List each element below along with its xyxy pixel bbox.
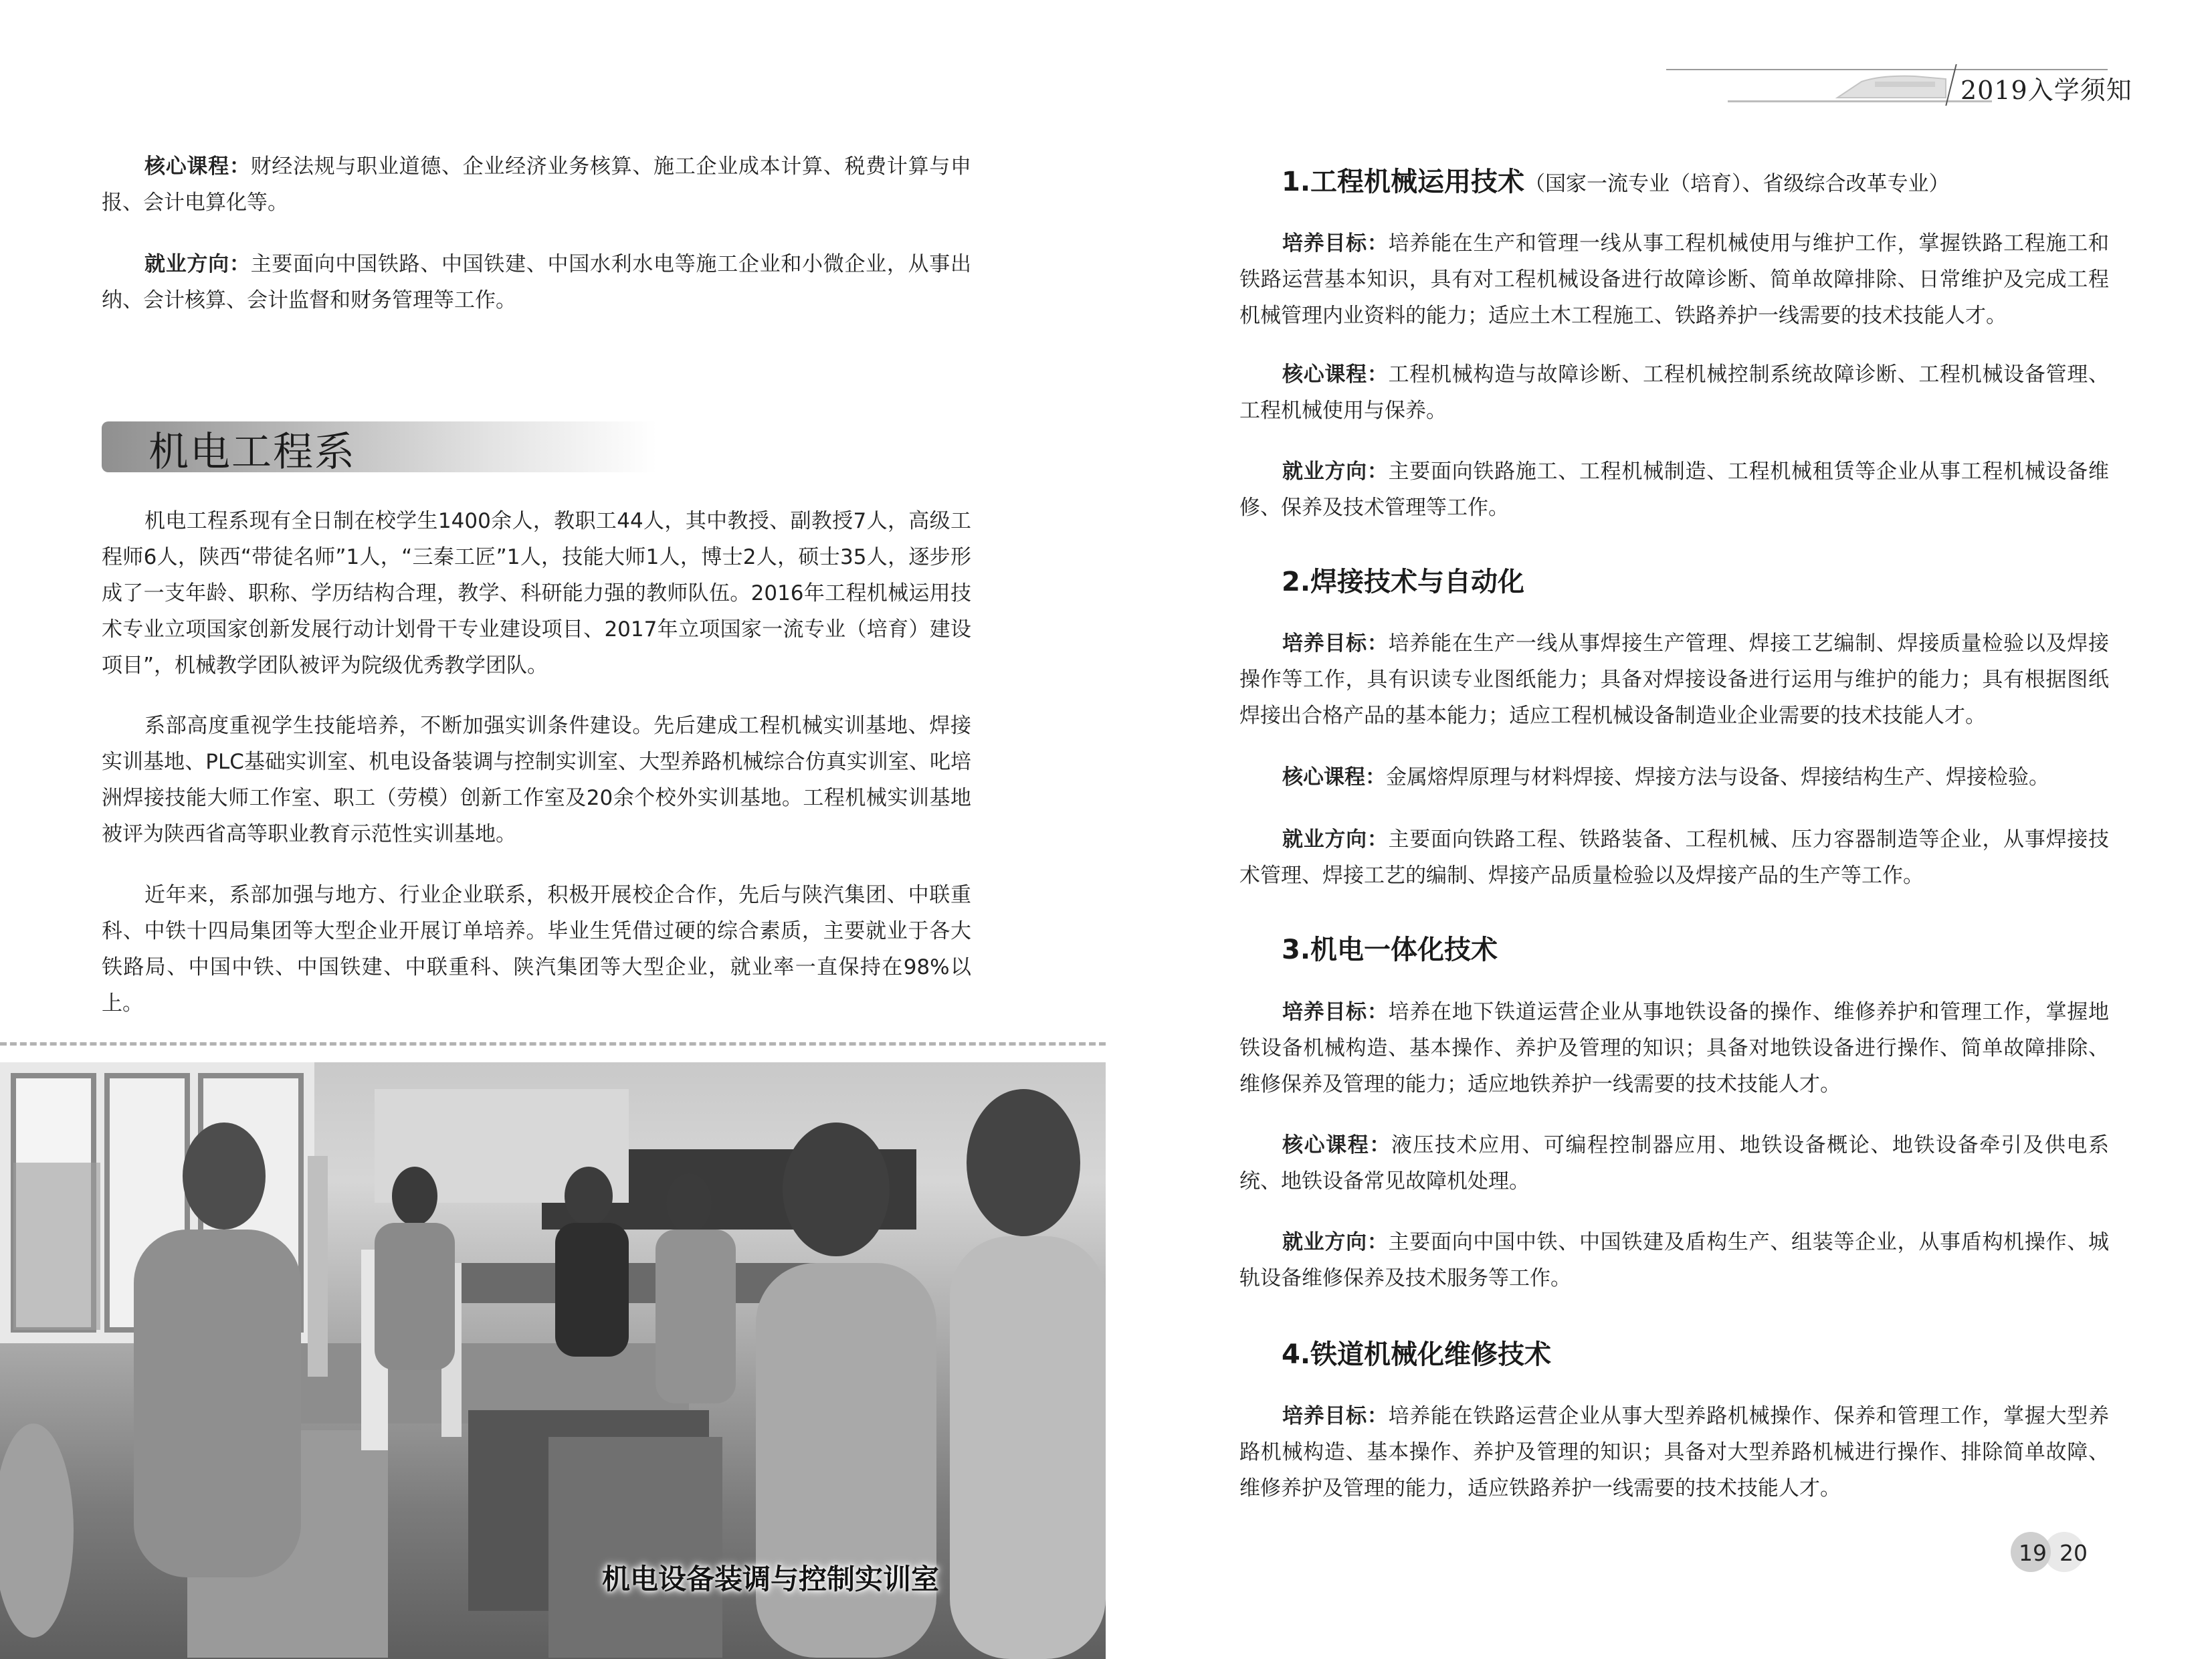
major-2-course-text: 金属熔焊原理与材料焊接、焊接方法与设备、焊接结构生产、焊接检验。 — [1386, 765, 2049, 789]
major-1-courses — [1239, 357, 2109, 429]
major-3-job-text: 主要面向中国中铁、中国铁建及盾构生产、组装等企业，从事盾构机操作、城轨设备维修保养及技术服务等工作。 — [1239, 1230, 2110, 1290]
accounting-employment — [102, 246, 971, 318]
intro-paragraph-3: 近年来，系部加强与地方、行业企业联系，积极开展校企合作，先后与陕汽集团、中联重科、中铁十四局集团等大型企业开展订单培养。毕业生凭借过硬的综合素质，主要就业于各大铁路局、中国中铁、中国铁建、中联重科、陕汽集团等大型企业，就业率一直保持在98%以上。 — [102, 883, 971, 1015]
header-title: 2019入学须知 — [1960, 76, 2132, 105]
text-employment: 主要面向中国铁路、中国铁建、中国水利水电等施工企业和小微企业，从事出纳、会计核算、会计监督和财务管理等工作。 — [102, 252, 972, 312]
major-2-goal — [1239, 625, 2109, 734]
train-icon — [1835, 72, 1948, 102]
major-1-name: 1.工程机械运用技术 — [1282, 167, 1525, 197]
label-employment: 就业方向： — [144, 252, 251, 276]
major-3-course-text: 液压技术应用、可编程控制器应用、地铁设备概论、地铁设备牵引及供电系统、地铁设备常见故障机处理。 — [1239, 1133, 2110, 1193]
major-1-goal-label: 培养目标： — [1282, 231, 1389, 256]
major-1-course-label: 核心课程： — [1282, 363, 1389, 387]
major-2-job-label: 就业方向： — [1282, 827, 1389, 852]
photo-caption: 机电设备装调与控制实训室 — [602, 1563, 940, 1595]
major-3-employment — [1239, 1224, 2109, 1296]
major-3-title: 3.机电一体化技术 — [1282, 935, 1498, 965]
major-2-course-label: 核心课程： — [1282, 765, 1386, 789]
training-room-photo — [0, 1062, 1106, 1659]
major-4-title: 4.铁道机械化维修技术 — [1282, 1339, 1552, 1370]
dashed-divider — [0, 1042, 1106, 1046]
major-1-employment — [1239, 454, 2109, 526]
major-1-course-text: 工程机械构造与故障诊断、工程机械控制系统故障诊断、工程机械设备管理、工程机械使用与保养。 — [1239, 363, 2110, 423]
label-core-courses: 核心课程： — [144, 155, 251, 179]
major-1-goal-text: 培养能在生产和管理一线从事工程机械使用与维护工作，掌握铁路工程施工和铁路运营基本知识，具有对工程机械设备进行故障诊断、简单故障排除、日常维护及完成工程机械管理内业资料的能力；适应土木工程施工、铁路养护一线需要的技术技能人才。 — [1239, 231, 2110, 328]
major-2-courses — [1239, 759, 2109, 795]
major-3-courses — [1239, 1127, 2109, 1199]
page-number-left: 19 — [2019, 1540, 2047, 1566]
major-2-employment — [1239, 821, 2109, 894]
major-3-job-label: 就业方向： — [1282, 1230, 1389, 1254]
major-4-goal-label: 培养目标： — [1282, 1404, 1389, 1428]
major-4-goal-text: 培养能在铁路运营企业从事大型养路机械操作、保养和管理工作，掌握大型养路机械构造、基本操作、养护及管理的知识；具备对大型养路机械进行操作、排除简单故障、维修养护及管理的能力，适应铁路养护一线需要的技术技能人才。 — [1239, 1404, 2110, 1500]
major-3-goal-label: 培养目标： — [1282, 1000, 1389, 1024]
major-2-goal-text: 培养能在生产一线从事焊接生产管理、焊接工艺编制、焊接质量检验以及焊接操作等工作，具有识读专业图纸能力；具备对焊接设备进行运用与维护的能力；具有根据图纸焊接出合格产品的基本能力；适应工程机械设备制造业企业需要的技术技能人才。 — [1239, 631, 2110, 728]
text-core-courses: 财经法规与职业道德、企业经济业务核算、施工企业成本计算、税费计算与申报、会计电算化等。 — [102, 155, 972, 215]
major-1-job-label: 就业方向： — [1282, 460, 1389, 484]
page-number-right: 20 — [2059, 1540, 2088, 1566]
major-1-title — [1282, 161, 1950, 199]
major-1-subtitle: （国家一流专业（培育）、省级综合改革专业） — [1524, 172, 1950, 196]
major-1-job-text: 主要面向铁路施工、工程机械制造、工程机械租赁等企业从事工程机械设备维修、保养及技术管理等工作。 — [1239, 460, 2110, 520]
major-2-title: 2.焊接技术与自动化 — [1282, 567, 1525, 597]
section-title: 机电工程系 — [148, 429, 356, 476]
page-numbers — [2011, 1532, 2111, 1572]
major-1-goal — [1239, 225, 2109, 334]
right-page — [1106, 0, 2212, 1659]
intro-paragraph-1: 机电工程系现有全日制在校学生1400余人，教职工44人，其中教授、副教授7人，高级工程师6人，陕西“带徒名师”1人，“三秦工匠”1人，技能大师1人，博士2人，硕士35人，逐步形成了一支年龄、职称、学历结构合理，教学、科研能力强的教师队伍。2016年工程机械运用技术专业立项国家创新发展行动计划骨干专业建设项目、2017年立项国家一流专业（培育）建设项目”，机械教学团队被评为院级优秀教学团队。 — [102, 509, 971, 678]
major-2-job-text: 主要面向铁路工程、铁路装备、工程机械、压力容器制造等企业，从事焊接技术管理、焊接工艺的编制、焊接产品质量检验以及焊接产品的生产等工作。 — [1239, 827, 2110, 888]
major-3-course-label: 核心课程： — [1282, 1133, 1391, 1157]
major-2-goal-label: 培养目标： — [1282, 631, 1389, 656]
photo-illustration — [0, 1062, 1106, 1659]
major-3-goal-text: 培养在地下铁道运营企业从事地铁设备的操作、维修养护和管理工作，掌握地铁设备机械构造、基本操作、养护及管理的知识；具备对地铁设备进行操作、简单故障排除、维修保养及管理的能力；适应地铁养护一线需要的技术技能人才。 — [1239, 1000, 2110, 1096]
major-4-goal — [1239, 1398, 2109, 1506]
major-3-goal — [1239, 994, 2109, 1102]
intro-paragraph-2: 系部高度重视学生技能培养，不断加强实训条件建设。先后建成工程机械实训基地、焊接实训基地、PLC基础实训室、机电设备装调与控制实训室、大型养路机械综合仿真实训室、叱培洲焊接技能大师工作室、职工（劳模）创新工作室及20余个校外实训基地。工程机械实训基地被评为陕西省高等职业教育示范性实训基地。 — [102, 714, 971, 846]
accounting-core-courses — [102, 149, 971, 221]
